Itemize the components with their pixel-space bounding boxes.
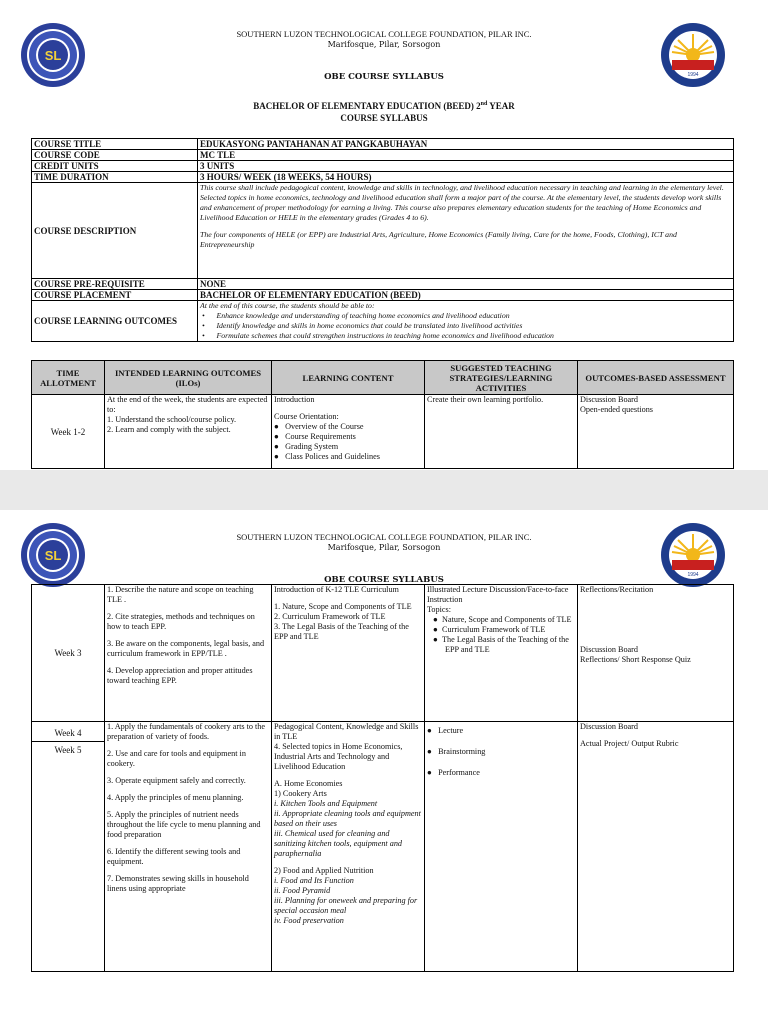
svg-text:1994: 1994	[687, 72, 699, 78]
course-syllabus-title: COURSE SYLLABUS	[340, 113, 428, 123]
header-learning-content: LEARNING CONTENT	[272, 361, 425, 395]
program-title: BACHELOR OF ELEMENTARY EDUCATION (BEED) 2nd YEAR	[253, 101, 515, 111]
institution-address: Marifosque, Pilar, Sorsogon	[327, 40, 441, 49]
label-course-code: COURSE CODE	[32, 150, 198, 161]
week-4-5-content: Pedagogical Content, Knowledge and Skills in TLE 4. Selected topics in Home Economics, Industrial Arts and Technology and Livelihood Education A. Home Economies 1) Cookery Arts i. Kitchen Tools and Equipment ii. Appropriate cleaning tools and equipment based on their uses iii. Chemical used for cleaning and sanitizing kitchen tools, equipment and paraphernalia 2) Food and Applied Nutrition i. Food and Its Function ii. Food Pyramid iii. Planning for oneweek and preparing for special occasion meal iv. Food preservation	[272, 722, 425, 972]
header-time-allotment: TIME ALLOTMENT	[32, 361, 105, 395]
week-3-strategy: Illustrated Lecture Discussion/Face-to-face Instruction Topics: ● Nature, Scope and Components of TLE ● Curriculum Framework of TLE ● The Legal Basis of the Teaching of the EPP and TLE	[425, 585, 578, 722]
label-credit-units: CREDIT UNITS	[32, 161, 198, 172]
value-time-duration: 3 HOURS/ WEEK (18 WEEKS, 54 HOURS)	[198, 172, 734, 183]
week-3-assessment: Reflections/Recitation Discussion Board Reflections/ Short Response Quiz	[578, 585, 734, 722]
week-1-2-strategy: Create their own learning portfolio.	[425, 395, 578, 469]
outcomes-intro: At the end of this course, the students should be able to:	[200, 301, 375, 310]
week-3-ilo: 1. Describe the nature and scope on teaching TLE . 2. Cite strategies, methods and techniques on how to teach EPP. 3. Be aware on the components, legal basis, and curriculum framework in EPP/TLE . 4. Develop appreciation and proper attitudes toward teaching EPP.	[105, 585, 272, 722]
outcomes-table-page-2	[31, 584, 734, 972]
syllabus-page-2	[0, 510, 768, 1024]
label-placement: COURSE PLACEMENT	[32, 290, 198, 301]
description-paragraph-2: The four components of HELE (or EPP) are Industrial Arts, Agriculture, Home Economics (Family living, Care for the home, Foods, Clothing), ICT and Entrepreneurship	[200, 230, 677, 249]
description-paragraph-1: This course shall include pedagogical content, knowledge and skills in technology, and livelihood education necessary in teaching and learning in the elementary level. Selected topics in home economics, technology and livelihood education shall form a major part of the course. At the elementary level, the students develop work skills and enhancement of proper methodology for earning a living. This course also prepares elementary education students for the teaching of Home Economics and Livelihood Education or HELE in the elementary grades (Grades 4 to 6).	[200, 183, 724, 222]
course-info-table	[31, 138, 734, 342]
label-learning-outcomes: COURSE LEARNING OUTCOMES	[32, 301, 198, 342]
week-1-2-content: Introduction Course Orientation: ● Overview of the Course ● Course Requirements ● Grading System ● Class Polices and Guidelines	[272, 395, 425, 469]
value-prerequisite: NONE	[198, 279, 734, 290]
week-4-5-assessment: Discussion Board Actual Project/ Output Rubric	[578, 722, 734, 972]
week-4-5-ilo: 1. Apply the fundamentals of cookery arts to the preparation of variety of foods. 2. Use and care for tools and equipment in cookery. 3. Operate equipment safely and correctly. 4. Apply the principles of menu planning. 5. Apply the principles of nutrient needs throughout the life cycle to menu planning and food preparation 6. Identify the different sewing tools and equipment. 7. Demonstrates sewing skills in household linens using appropriate	[105, 722, 272, 972]
doc-type-title: OBE COURSE SYLLABUS	[324, 575, 444, 585]
label-prerequisite: COURSE PRE-REQUISITE	[32, 279, 198, 290]
outcome-item: • Identify knowledge and skills in home economics that could be translated into livelihood activities	[202, 321, 523, 330]
week-4-5-strategy: ● Lecture ● Brainstorming ● Performance	[425, 722, 578, 972]
week-5-label: Week 5	[54, 745, 82, 755]
doc-type-title: OBE COURSE SYLLABUS	[324, 72, 444, 82]
week-3-cell: Week 3	[32, 585, 105, 722]
label-time-duration: TIME DURATION	[32, 172, 198, 183]
svg-text:1994: 1994	[687, 572, 699, 578]
value-credit-units: 3 UNITS	[198, 161, 734, 172]
label-course-title: COURSE TITLE	[32, 139, 198, 150]
label-course-description: COURSE DESCRIPTION	[32, 183, 198, 279]
value-course-code: MC TLE	[198, 150, 734, 161]
value-course-description	[198, 183, 734, 279]
outcome-item: • Enhance knowledge and understanding of teaching home economics and livelihood education	[202, 311, 510, 320]
institution-name: SOUTHERN LUZON TECHNOLOGICAL COLLEGE FOUNDATION, PILAR INC.	[236, 532, 532, 542]
header-teaching-strategies: SUGGESTED TEACHING STRATEGIES/LEARNING ACTIVITIES	[425, 361, 578, 395]
week-1-2-assessment: Discussion Board Open-ended questions	[578, 395, 734, 469]
value-placement: BACHELOR OF ELEMENTARY EDUCATION (BEED)	[198, 290, 734, 301]
svg-text:SL: SL	[44, 548, 62, 563]
outcomes-table-page-1	[31, 360, 734, 469]
value-learning-outcomes	[198, 301, 734, 342]
syllabus-page-1	[0, 0, 768, 470]
week-1-2-ilo: At the end of the week, the students are expected to: 1. Understand the school/course policy. 2. Learn and comply with the subject.	[105, 395, 272, 469]
svg-text:SL: SL	[44, 48, 62, 63]
value-course-title: EDUKASYONG PANTAHANAN AT PANGKABUHAYAN	[198, 139, 734, 150]
institution-address: Marifosque, Pilar, Sorsogon	[327, 543, 441, 552]
institution-name: SOUTHERN LUZON TECHNOLOGICAL COLLEGE FOUNDATION, PILAR INC.	[236, 29, 532, 39]
week-4-5-cell	[32, 722, 105, 972]
header-ilo: INTENDED LEARNING OUTCOMES (ILOs)	[105, 361, 272, 395]
outcome-item: • Formulate schemes that could strengthen instructions in teaching home economics and livelihood education	[202, 331, 554, 340]
week-1-2-cell: Week 1-2	[32, 395, 105, 469]
header-assessment: OUTCOMES-BASED ASSESSMENT	[578, 361, 734, 395]
week-3-content: Introduction of K-12 TLE Curriculum 1. Nature, Scope and Components of TLE 2. Curriculum Framework of TLE 3. The Legal Basis of the Teaching of the EPP and TLE	[272, 585, 425, 722]
week-4-label: Week 4	[32, 722, 104, 742]
